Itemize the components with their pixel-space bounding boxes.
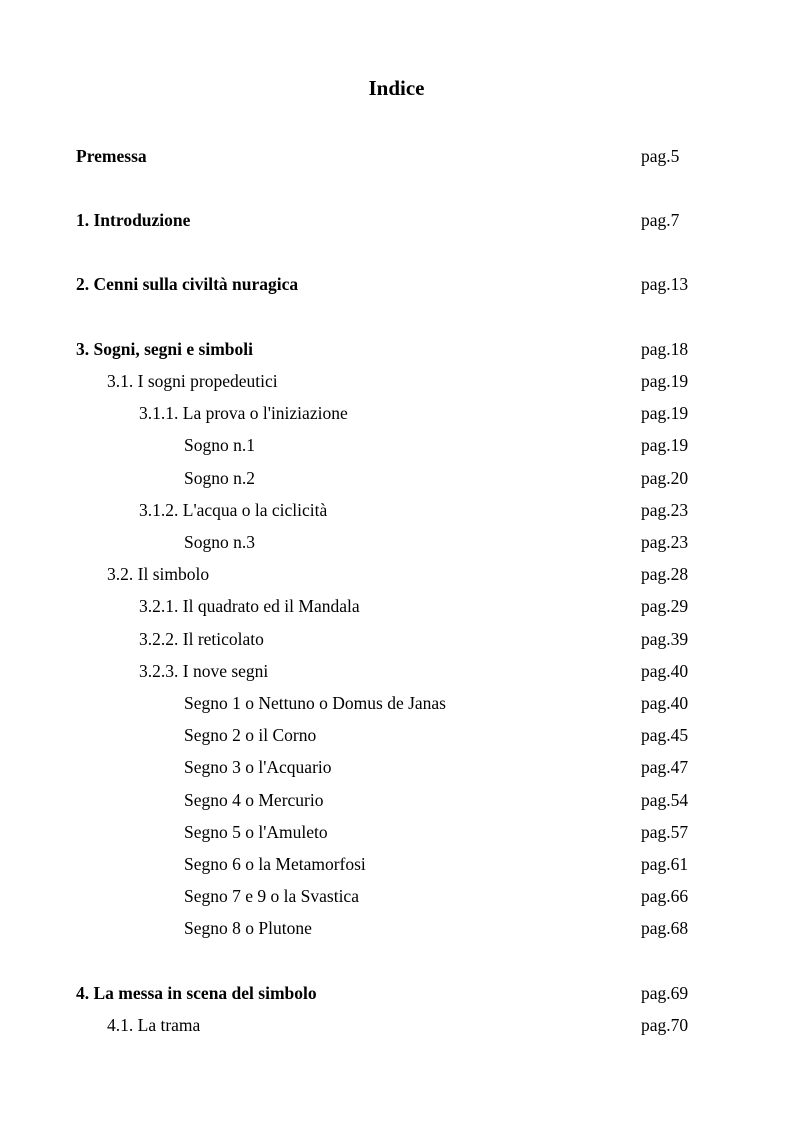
- toc-entry-label: Segno 6 o la Metamorfosi: [184, 854, 366, 874]
- toc-entry[interactable]: [0, 690, 793, 716]
- toc-entry-label: Sogno n.3: [184, 532, 255, 552]
- toc-entry-page: pag.69: [641, 983, 689, 1003]
- toc-entry-page: pag.47: [641, 757, 689, 777]
- toc-entry-page: pag.70: [641, 1015, 689, 1035]
- toc-entry-page: pag.7: [641, 210, 680, 230]
- toc-entry[interactable]: [0, 400, 793, 426]
- toc-entry-label: Premessa: [76, 146, 147, 166]
- toc-entry[interactable]: [0, 497, 793, 523]
- toc-entry-page: pag.20: [641, 468, 689, 488]
- toc-entry[interactable]: [0, 658, 793, 684]
- toc-entry-page: pag.28: [641, 564, 689, 584]
- toc-entry-page: pag.23: [641, 500, 689, 520]
- toc-entry-page: pag.19: [641, 403, 689, 423]
- toc-entry-label: 3.1. I sogni propedeutici: [107, 371, 278, 391]
- toc-entry-label: Sogno n.1: [184, 435, 255, 455]
- toc-entry[interactable]: [0, 465, 793, 491]
- toc-entry-page: pag.39: [641, 629, 689, 649]
- toc-entry-page: pag.66: [641, 886, 689, 906]
- toc-entry[interactable]: [0, 368, 793, 394]
- page-title: Indice: [368, 76, 425, 100]
- toc-entry-label: 4.1. La trama: [107, 1015, 201, 1035]
- toc-entry[interactable]: [0, 626, 793, 652]
- toc-entry[interactable]: [0, 1012, 793, 1038]
- toc-entry-label: Segno 1 o Nettuno o Domus de Janas: [184, 693, 446, 713]
- toc-entry-label: 3.1.2. L'acqua o la ciclicità: [139, 500, 328, 520]
- toc-entry-label: 1. Introduzione: [76, 210, 191, 230]
- toc-entry-page: pag.45: [641, 725, 689, 745]
- toc-entry[interactable]: [0, 432, 793, 458]
- toc-entry[interactable]: [0, 561, 793, 587]
- toc-entry-label: Segno 2 o il Corno: [184, 725, 317, 745]
- toc-entry-label: Segno 5 o l'Amuleto: [184, 822, 328, 842]
- toc-entry-label: 3.2.1. Il quadrato ed il Mandala: [139, 596, 360, 616]
- toc-entry-page: pag.5: [641, 146, 680, 166]
- toc-entry-label: Segno 3 o l'Acquario: [184, 757, 332, 777]
- toc-entry-page: pag.40: [641, 693, 689, 713]
- toc-entry-page: pag.18: [641, 339, 689, 359]
- toc-entry[interactable]: [0, 915, 793, 941]
- toc-entry[interactable]: [0, 143, 793, 169]
- toc-entry-label: 3. Sogni, segni e simboli: [76, 339, 253, 359]
- toc-entry-page: pag.61: [641, 854, 689, 874]
- toc-entry[interactable]: [0, 819, 793, 845]
- toc-entry[interactable]: [0, 336, 793, 362]
- toc-entry[interactable]: [0, 207, 793, 233]
- toc-entry-page: pag.40: [641, 661, 689, 681]
- toc-entry[interactable]: [0, 883, 793, 909]
- toc-entry-page: pag.19: [641, 371, 689, 391]
- toc-entry-page: pag.23: [641, 532, 689, 552]
- toc-entry[interactable]: [0, 851, 793, 877]
- toc-entry-page: pag.57: [641, 822, 689, 842]
- toc-entry-label: 3.2. Il simbolo: [107, 564, 210, 584]
- toc-entry-page: pag.13: [641, 274, 689, 294]
- toc-entry-page: pag.29: [641, 596, 689, 616]
- toc-entry[interactable]: [0, 787, 793, 813]
- toc-entry[interactable]: [0, 593, 793, 619]
- toc-entry[interactable]: [0, 980, 793, 1006]
- toc-entry-label: 4. La messa in scena del simbolo: [76, 983, 317, 1003]
- toc-entry-page: pag.19: [641, 435, 689, 455]
- toc-entry-page: pag.68: [641, 918, 689, 938]
- toc-entry-label: Sogno n.2: [184, 468, 255, 488]
- toc-entry-label: 3.2.3. I nove segni: [139, 661, 269, 681]
- toc-entry[interactable]: [0, 722, 793, 748]
- toc-entry-label: Segno 7 e 9 o la Svastica: [184, 886, 359, 906]
- toc-entry[interactable]: [0, 271, 793, 297]
- toc-entry[interactable]: [0, 529, 793, 555]
- toc-entry-label: Segno 8 o Plutone: [184, 918, 312, 938]
- toc-entry-label: 3.1.1. La prova o l'iniziazione: [139, 403, 348, 423]
- toc-entry-label: Segno 4 o Mercurio: [184, 790, 324, 810]
- toc-entry[interactable]: [0, 754, 793, 780]
- toc-entry-label: 3.2.2. Il reticolato: [139, 629, 264, 649]
- toc-entry-page: pag.54: [641, 790, 689, 810]
- toc-entry-label: 2. Cenni sulla civiltà nuragica: [76, 274, 299, 294]
